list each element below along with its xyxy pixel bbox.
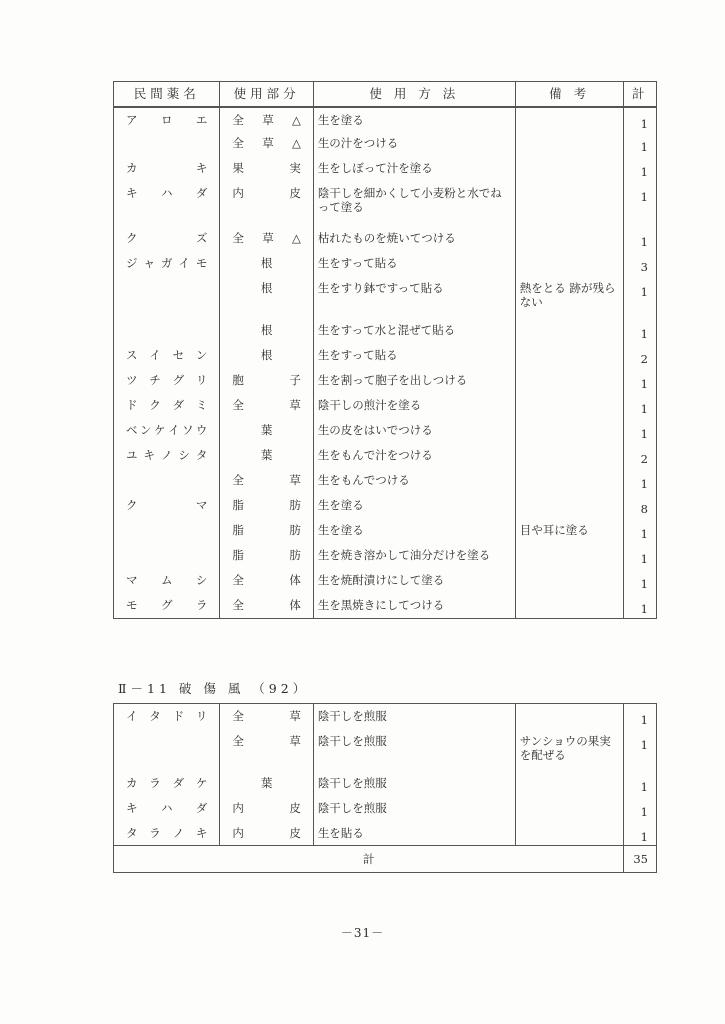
table-row — [114, 468, 657, 493]
cell-name — [114, 276, 220, 318]
table-row — [114, 771, 657, 796]
cell-count: 1 — [624, 518, 657, 543]
table-row — [114, 181, 657, 226]
table-row — [114, 593, 657, 618]
header-part: 使用部分 — [220, 82, 313, 108]
total-label: 計 — [114, 846, 624, 873]
cell-part: 内 皮 — [220, 821, 313, 846]
cell-part: 全 体 — [220, 593, 313, 618]
table-row — [114, 318, 657, 343]
cell-name: ク ズ — [114, 226, 220, 251]
cell-part: 根 — [220, 318, 313, 343]
cell-count: 1 — [624, 468, 657, 493]
cell-part: 脂 肪 — [220, 518, 313, 543]
table-row — [114, 393, 657, 418]
cell-note — [515, 251, 624, 276]
cell-method: 陰干しを煎服 — [313, 796, 515, 821]
cell-name — [114, 729, 220, 771]
cell-count: 1 — [624, 318, 657, 343]
cell-count: 1 — [624, 543, 657, 568]
cell-note — [515, 821, 624, 846]
cell-method: 陰干しを煎服 — [313, 704, 515, 729]
table-row — [114, 368, 657, 393]
cell-method: 生を塗る — [313, 493, 515, 518]
cell-method: 生を塗る — [313, 107, 515, 131]
cell-method: 生を焼酎漬けにして塗る — [313, 568, 515, 593]
cell-name — [114, 318, 220, 343]
cell-note — [515, 318, 624, 343]
cell-note — [515, 131, 624, 156]
header-name: 民間薬名 — [114, 82, 220, 108]
cell-count: 1 — [624, 181, 657, 226]
cell-method: 生をすって水と混ぜて貼る — [313, 318, 515, 343]
table-row — [114, 251, 657, 276]
table-row — [114, 276, 657, 318]
cell-part: 脂 肪 — [220, 493, 313, 518]
table-row — [114, 729, 657, 771]
cell-name: ド ク ダ ミ — [114, 393, 220, 418]
cell-note — [515, 226, 624, 251]
cell-method: 生を焼き溶かして油分だけを塗る — [313, 543, 515, 568]
page-number: －31－ — [340, 926, 385, 940]
cell-name: キ ハ ダ — [114, 181, 220, 226]
table-row — [114, 343, 657, 368]
cell-name: キ ハ ダ — [114, 796, 220, 821]
table-row — [114, 796, 657, 821]
cell-name: モ グ ラ — [114, 593, 220, 618]
cell-method: 生を貼る — [313, 821, 515, 846]
cell-note — [515, 543, 624, 568]
cell-note — [515, 771, 624, 796]
cell-count: 1 — [624, 771, 657, 796]
cell-note — [515, 568, 624, 593]
cell-note: サンショウの果実を配ぜる — [515, 729, 624, 771]
cell-count: 1 — [624, 704, 657, 729]
cell-note — [515, 181, 624, 226]
cell-part: 全 草 — [220, 729, 313, 771]
cell-part: 全 草 △ — [220, 131, 313, 156]
cell-part: 全 草 △ — [220, 226, 313, 251]
cell-count: 1 — [624, 107, 657, 131]
cell-name: ク マ — [114, 493, 220, 518]
cell-name: ツ チ グ リ — [114, 368, 220, 393]
cell-count: 1 — [624, 276, 657, 318]
cell-count: 3 — [624, 251, 657, 276]
cell-method: 生をもんでつける — [313, 468, 515, 493]
cell-count: 1 — [624, 131, 657, 156]
cell-count: 1 — [624, 226, 657, 251]
cell-method: 陰干しを煎服 — [313, 729, 515, 771]
table-row — [114, 821, 657, 846]
table-row — [114, 418, 657, 443]
cell-name — [114, 543, 220, 568]
cell-name — [114, 518, 220, 543]
remedy-table-1 — [113, 81, 657, 619]
cell-count: 2 — [624, 443, 657, 468]
table-row — [114, 518, 657, 543]
cell-part: 内 皮 — [220, 181, 313, 226]
cell-count: 1 — [624, 368, 657, 393]
cell-method: 陰干しの煎汁を塗る — [313, 393, 515, 418]
cell-method: 生をすって貼る — [313, 343, 515, 368]
cell-method: 生を割って胞子を出しつける — [313, 368, 515, 393]
cell-note — [515, 443, 624, 468]
cell-part: 葉 — [220, 418, 313, 443]
cell-part: 全 草 — [220, 704, 313, 729]
cell-name: マ ム シ — [114, 568, 220, 593]
cell-note — [515, 593, 624, 618]
cell-note — [515, 368, 624, 393]
cell-method: 枯れたものを焼いてつける — [313, 226, 515, 251]
cell-count: 1 — [624, 568, 657, 593]
cell-note — [515, 704, 624, 729]
cell-name: ユ キ ノ シ タ — [114, 443, 220, 468]
cell-method: 生をすって貼る — [313, 251, 515, 276]
cell-method: 生の皮をはいでつける — [313, 418, 515, 443]
cell-note — [515, 107, 624, 131]
cell-note: 目や耳に塗る — [515, 518, 624, 543]
cell-name — [114, 131, 220, 156]
cell-part: 全 草 — [220, 393, 313, 418]
cell-count: 1 — [624, 729, 657, 771]
table-row — [114, 704, 657, 729]
cell-name: ジ ャ ガ イ モ — [114, 251, 220, 276]
cell-method: 陰干しを煎服 — [313, 771, 515, 796]
cell-name: イ タ ド リ — [114, 704, 220, 729]
cell-part: 根 — [220, 251, 313, 276]
cell-method: 生をしぼって汁を塗る — [313, 156, 515, 181]
cell-count: 1 — [624, 796, 657, 821]
table-row — [114, 543, 657, 568]
cell-method: 生をもんで汁をつける — [313, 443, 515, 468]
cell-count: 1 — [624, 821, 657, 846]
remedy-table-2 — [113, 703, 657, 873]
table-row — [114, 107, 657, 131]
table1-body — [114, 107, 657, 618]
table2-body — [114, 704, 657, 846]
cell-method: 生の汁をつける — [313, 131, 515, 156]
cell-part: 全 体 — [220, 568, 313, 593]
cell-part: 根 — [220, 276, 313, 318]
cell-part: 内 皮 — [220, 796, 313, 821]
cell-note — [515, 343, 624, 368]
cell-name: カ ラ ダ ケ — [114, 771, 220, 796]
cell-count: 1 — [624, 393, 657, 418]
table-row — [114, 568, 657, 593]
cell-note — [515, 156, 624, 181]
cell-note — [515, 418, 624, 443]
cell-part: 脂 肪 — [220, 543, 313, 568]
cell-method: 生をすり鉢ですって貼る — [313, 276, 515, 318]
cell-part: 根 — [220, 343, 313, 368]
cell-name: タ ラ ノ キ — [114, 821, 220, 846]
cell-name: ベ ン ケ イ ソ ウ — [114, 418, 220, 443]
cell-name: ア ロ エ — [114, 107, 220, 131]
cell-count: 8 — [624, 493, 657, 518]
cell-count: 1 — [624, 156, 657, 181]
header-note: 備 考 — [515, 82, 624, 108]
cell-count: 1 — [624, 418, 657, 443]
cell-count: 1 — [624, 593, 657, 618]
cell-count: 2 — [624, 343, 657, 368]
cell-note: 熱をとる 跡が残らない — [515, 276, 624, 318]
cell-note — [515, 796, 624, 821]
cell-name: カ キ — [114, 156, 220, 181]
table-row — [114, 131, 657, 156]
total-row — [114, 846, 657, 873]
table-row — [114, 493, 657, 518]
header-count: 計 — [624, 82, 657, 108]
cell-name: ス イ セ ン — [114, 343, 220, 368]
cell-method: 生を塗る — [313, 518, 515, 543]
section-title: Ⅱ－11 破 傷 風 （92） — [118, 681, 310, 696]
header-method: 使 用 方 法 — [313, 82, 515, 108]
cell-name — [114, 468, 220, 493]
cell-part: 葉 — [220, 771, 313, 796]
cell-note — [515, 468, 624, 493]
cell-part: 葉 — [220, 443, 313, 468]
cell-part: 全 草 △ — [220, 107, 313, 131]
table-row — [114, 443, 657, 468]
table-row — [114, 226, 657, 251]
cell-part: 果 実 — [220, 156, 313, 181]
cell-note — [515, 393, 624, 418]
cell-note — [515, 493, 624, 518]
total-value: 35 — [624, 846, 657, 873]
table-header — [114, 82, 657, 108]
cell-part: 全 草 — [220, 468, 313, 493]
cell-method: 陰干しを細かくして小麦粉と水でねって塗る — [313, 181, 515, 226]
cell-method: 生を黒焼きにしてつける — [313, 593, 515, 618]
table-row — [114, 156, 657, 181]
cell-part: 胞 子 — [220, 368, 313, 393]
